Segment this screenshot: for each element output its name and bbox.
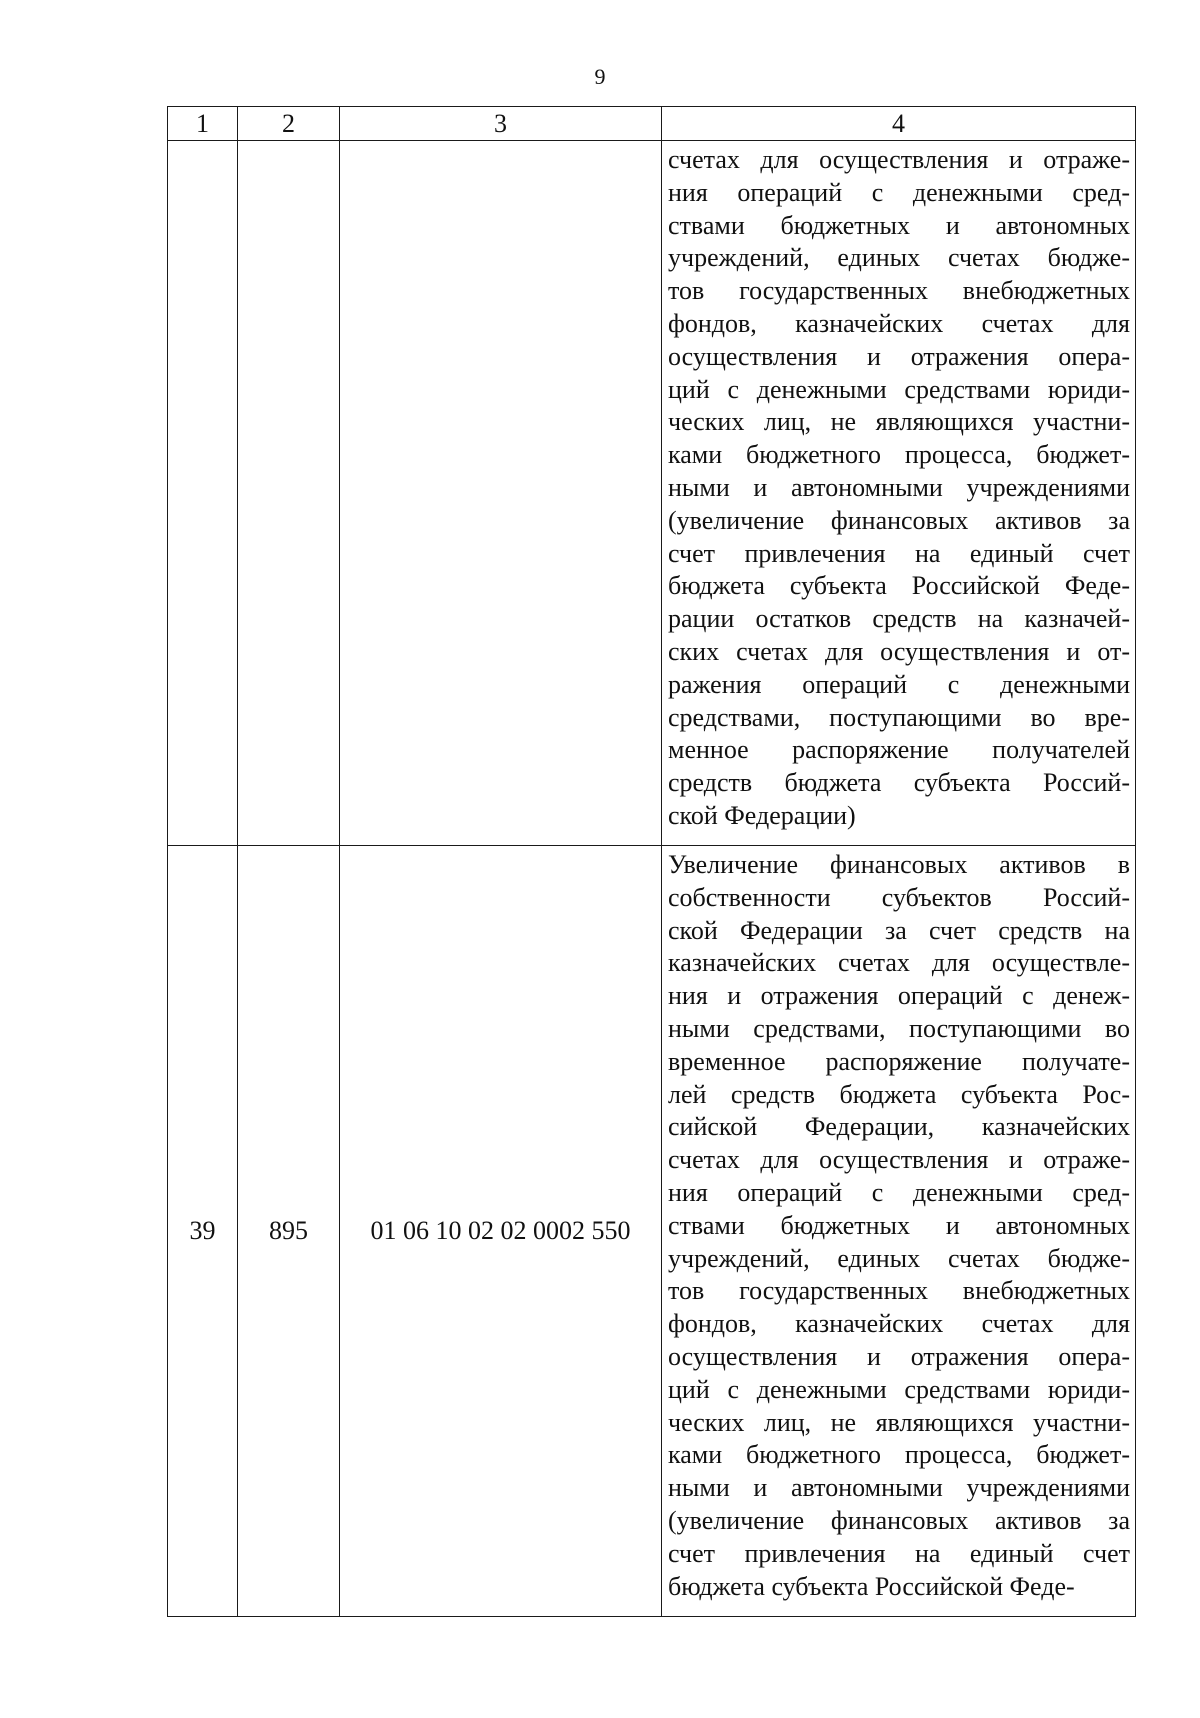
description-line: ражения операций с денежными	[668, 669, 1130, 699]
description-line: ских счетах для осуществления и от-	[668, 636, 1130, 666]
description-line: фондов, казначейских счетах для	[668, 308, 1130, 338]
description-line: ствами бюджетных и автономных	[668, 1210, 1130, 1240]
description-line: временное распоряжение получате-	[668, 1046, 1130, 1076]
admin-code-cell	[238, 141, 340, 846]
description-line: осуществления и отражения опера-	[668, 341, 1130, 371]
description-line: ния операций с денежными сред-	[668, 177, 1130, 207]
description-line: тов государственных внебюджетных	[668, 1276, 1130, 1306]
description-line: тов государственных внебюджетных	[668, 276, 1130, 306]
budget-classification-table	[167, 106, 1136, 1617]
column-header-1: 1	[168, 107, 238, 141]
table-row-39	[168, 846, 1136, 1617]
classification-code-cell: 01 06 10 02 02 0002 550	[340, 846, 662, 1617]
column-header-3: 3	[340, 107, 662, 141]
classification-code-cell	[340, 141, 662, 846]
admin-code-cell: 895	[238, 846, 340, 1617]
description-line: ния операций с денежными сред-	[668, 1177, 1130, 1207]
description-line: Увеличение финансовых активов в	[668, 850, 1130, 879]
description-line: ными и автономными учреждениями	[668, 472, 1130, 502]
description-line: ствами бюджетных и автономных	[668, 210, 1130, 240]
table-header-row	[168, 107, 1136, 141]
description-line: ными средствами, поступающими во	[668, 1013, 1130, 1043]
description-line: ния и отражения операций с денеж-	[668, 981, 1130, 1011]
column-header-2: 2	[238, 107, 340, 141]
column-header-4: 4	[662, 107, 1136, 141]
description-line: ций с денежными средствами юриди-	[668, 374, 1130, 404]
description-cell	[662, 141, 1136, 846]
description-line: собственности субъектов Россий-	[668, 882, 1130, 912]
description-line: ческих лиц, не являющихся участни-	[668, 407, 1130, 437]
description-line: ческих лиц, не являющихся участни-	[668, 1407, 1130, 1437]
description-line: сийской Федерации, казначейских	[668, 1112, 1130, 1142]
description-line: ской Федерации за счет средств на	[668, 915, 1130, 945]
description-line: счетах для осуществления и отраже-	[668, 1145, 1130, 1175]
description-line: ской Федерации)	[668, 800, 856, 830]
description-cell	[662, 846, 1136, 1617]
description-line: фондов, казначейских счетах для	[668, 1309, 1130, 1339]
description-line: учреждений, единых счетах бюдже-	[668, 1243, 1130, 1273]
description-line: счет привлечения на единый счет	[668, 538, 1130, 568]
description-line: средств бюджета субъекта Россий-	[668, 768, 1130, 798]
description-line: средствами, поступающими во вре-	[668, 702, 1130, 732]
description-line: ками бюджетного процесса, бюджет-	[668, 440, 1130, 470]
description-line: бюджета субъекта Российской Феде-	[668, 1571, 1075, 1601]
description-line: счетах для осуществления и отраже-	[668, 145, 1130, 174]
description-line: рации остатков средств на казначей-	[668, 604, 1130, 634]
description-line: лей средств бюджета субъекта Рос-	[668, 1079, 1130, 1109]
description-line: казначейских счетах для осуществле-	[668, 948, 1130, 978]
description-line: ками бюджетного процесса, бюджет-	[668, 1440, 1130, 1470]
description-line: менное распоряжение получателей	[668, 735, 1130, 765]
description-line: осуществления и отражения опера-	[668, 1341, 1130, 1371]
description-line: счет привлечения на единый счет	[668, 1538, 1130, 1568]
table-row-continued	[168, 141, 1136, 846]
row-number-cell: 39	[168, 846, 238, 1617]
description-line: ций с денежными средствами юриди-	[668, 1374, 1130, 1404]
description-line: учреждений, единых счетах бюдже-	[668, 243, 1130, 273]
description-line: бюджета субъекта Российской Феде-	[668, 571, 1130, 601]
description-line: ными и автономными учреждениями	[668, 1473, 1130, 1503]
description-line: (увеличение финансовых активов за	[668, 505, 1130, 535]
row-number-cell	[168, 141, 238, 846]
description-line: (увеличение финансовых активов за	[668, 1505, 1130, 1535]
page-number: 9	[594, 64, 606, 89]
